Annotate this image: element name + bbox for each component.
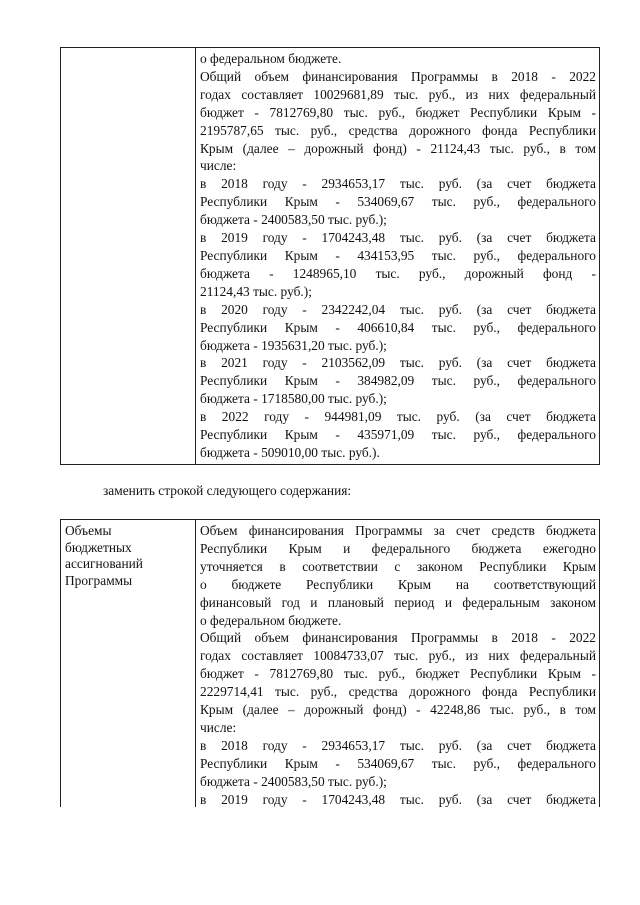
table-right-cell (196, 520, 599, 807)
text-line: бюджета - 1935631,20 тыс. руб.); (200, 337, 387, 353)
text-line: Республики Крым - 534069,67 тыс. руб., федерального (200, 194, 596, 210)
table-left-cell-label (61, 520, 196, 807)
text-line: Республики Крым - 434153,95 тыс. руб., федерального (200, 247, 596, 263)
label-line: Объемы (65, 523, 112, 538)
replacement-instruction: заменить строкой следующего содержания: (103, 483, 352, 498)
text-line: Республики Крым - 384982,09 тыс. руб., федерального (200, 373, 596, 389)
text-line: бюджет - 7812769,80 тыс. руб., бюджет Республики Крым - (200, 104, 596, 120)
text-line: в 2019 году - 1704243,48 тыс. руб. (за счет бюджета (200, 230, 596, 246)
text-line: Общий объем финансирования Программы в 2018 - 2022 (200, 68, 596, 84)
text-line: в 2019 году - 1704243,48 тыс. руб. (за счет бюджета (200, 791, 596, 807)
label-line: Программы (65, 572, 133, 588)
text-line: в 2021 году - 2103562,09 тыс. руб. (за счет бюджета (200, 355, 596, 371)
text-line: годах составляет 10084733,07 тыс. руб., из них федеральный (200, 648, 596, 664)
text-line: 2195787,65 тыс. руб., средства дорожного фонда Республики (200, 122, 596, 138)
text-line: Республики Крым - 406610,84 тыс. руб., федерального (200, 319, 596, 335)
text-line: бюджета - 509010,00 тыс. руб.). (200, 444, 380, 460)
text-line: в 2020 году - 2342242,04 тыс. руб. (за счет бюджета (200, 301, 596, 317)
text-line: бюджета - 2400583,50 тыс. руб.); (200, 773, 387, 789)
table-right-cell (196, 48, 599, 464)
text-line: бюджет - 7812769,80 тыс. руб., бюджет Республики Крым - (200, 666, 596, 682)
text-line: Республики Крым и федерального бюджета ежегодно (200, 540, 596, 556)
text-line: в 2022 году - 944981,09 тыс. руб. (за счет бюджета (200, 409, 596, 425)
text-line: уточняется в соответствии с законом Республики Крым (200, 558, 596, 574)
text-line: Республики Крым - 534069,67 тыс. руб., федерального (200, 755, 596, 771)
text-line: числе: (200, 719, 237, 735)
text-line: Крым (далее – дорожный фонд) - 42248,86 тыс. руб., в том (200, 702, 596, 718)
text-line: Объем финансирования Программы за счет средств бюджета (200, 523, 596, 538)
text-line: бюджета - 1718580,00 тыс. руб.); (200, 391, 387, 407)
table-new-version (60, 519, 600, 807)
text-line: 21124,43 тыс. руб.); (200, 283, 312, 299)
label-line: ассигнований (65, 556, 143, 571)
table-previous-version (60, 47, 600, 465)
table-left-cell (61, 48, 196, 464)
text-line: Крым (далее – дорожный фонд) - 21124,43 тыс. руб., в том (200, 140, 596, 156)
text-line: числе: (200, 158, 237, 174)
text-line: в 2018 году - 2934653,17 тыс. руб. (за счет бюджета (200, 176, 596, 192)
text-line: Общий объем финансирования Программы в 2018 - 2022 (200, 630, 596, 646)
text-line: бюджета - 2400583,50 тыс. руб.); (200, 212, 387, 228)
text-line: о бюджете Республики Крым на соответствующий (200, 576, 596, 592)
text-line: о федеральном бюджете. (200, 51, 342, 66)
text-line: 2229714,41 тыс. руб., средства дорожного фонда Республики (200, 684, 596, 700)
text-line: о федеральном бюджете. (200, 612, 342, 628)
text-line: бюджета - 1248965,10 тыс. руб., дорожный фонд - (200, 265, 596, 281)
text-line: Республики Крым - 435971,09 тыс. руб., федерального (200, 427, 596, 443)
label-line: бюджетных (65, 539, 132, 555)
text-line: годах составляет 10029681,89 тыс. руб., из них федеральный (200, 86, 596, 102)
text-line: в 2018 году - 2934653,17 тыс. руб. (за счет бюджета (200, 737, 596, 753)
text-line: финансовый год и плановый период и федеральным законом (200, 594, 596, 610)
